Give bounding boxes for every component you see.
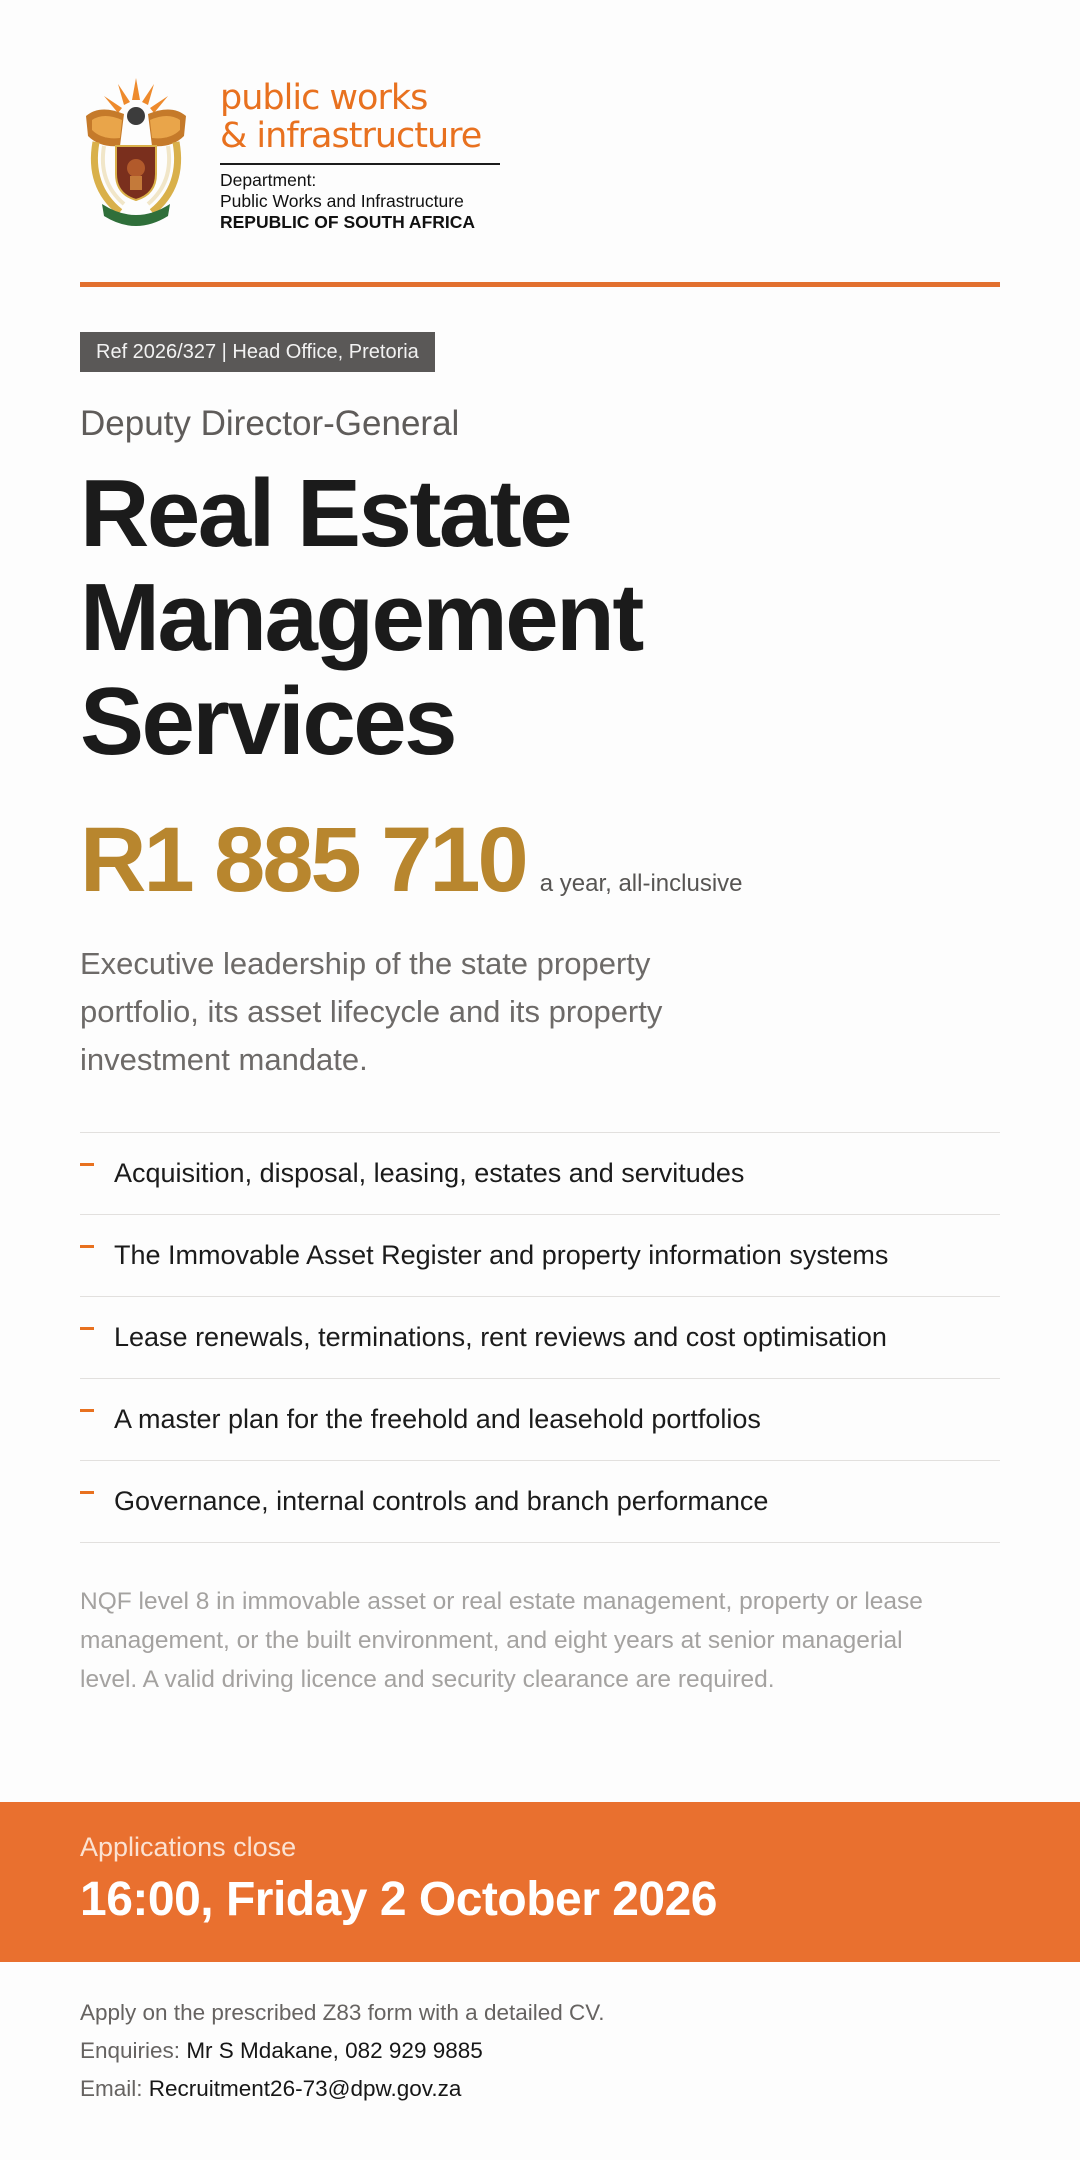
salary-amount: R1 885 710 (80, 809, 526, 911)
department-label: Department: (220, 170, 317, 190)
reference-tag: Ref 2026/327 | Head Office, Pretoria (80, 332, 435, 372)
brand-line-2: & infrastructure (220, 116, 482, 156)
role-summary: Executive leadership of the state property portfolio, its asset lifecycle and its property investment mandate. (80, 946, 663, 1077)
dash-bullet-icon (80, 1245, 94, 1248)
country-name: REPUBLIC OF SOUTH AFRICA (220, 212, 476, 232)
duties-list (80, 1132, 1000, 1543)
department-logo (80, 76, 500, 233)
closing-date-banner (0, 1802, 1080, 1962)
dash-bullet-icon (80, 1491, 94, 1494)
closing-label: Applications close (80, 1832, 297, 1862)
email-link[interactable]: Recruitment26-73@dpw.gov.za (148, 2076, 462, 2101)
list-item (80, 1215, 1000, 1297)
duty-text: A master plan for the freehold and leasehold portfolios (114, 1404, 761, 1434)
salary-note: a year, all-inclusive (539, 870, 743, 897)
duty-text: Acquisition, disposal, leasing, estates and servitudes (114, 1158, 745, 1188)
apply-instructions: Apply on the prescribed Z83 form with a detailed CV. (80, 2000, 605, 2025)
brand-divider (220, 163, 500, 165)
duty-text: Lease renewals, terminations, rent reviews and cost optimisation (114, 1322, 887, 1352)
email-label: Email: (80, 2076, 149, 2101)
salary-row (80, 810, 743, 910)
job-title-line: Management (80, 564, 642, 671)
enquiries-label: Enquiries: (80, 2038, 187, 2063)
closing-date: 16:00, Friday 2 October 2026 (80, 1873, 717, 1926)
list-item (80, 1297, 1000, 1379)
dash-bullet-icon (80, 1163, 94, 1166)
dash-bullet-icon (80, 1327, 94, 1330)
department-name: Public Works and Infrastructure (220, 191, 464, 211)
job-title-line: Services (80, 668, 456, 775)
list-item (80, 1133, 1000, 1215)
requirements-text: NQF level 8 in immovable asset or real estate management, property or lease management, or the built environment, and eight years at senior managerial level. A valid driving licence and security clearance are required. (80, 1588, 923, 1693)
email-line (80, 2070, 604, 2108)
list-item (80, 1379, 1000, 1461)
dash-bullet-icon (80, 1409, 94, 1412)
enquiries-contact: Mr S Mdakane, 082 929 9885 (186, 2038, 483, 2063)
job-title (80, 462, 642, 774)
job-title-line: Real Estate (80, 460, 571, 567)
duty-text: The Immovable Asset Register and property information systems (114, 1240, 889, 1270)
list-item (80, 1461, 1000, 1543)
brand-line-1: public works (220, 78, 428, 118)
department-name-block (220, 79, 500, 233)
duty-text: Governance, internal controls and branch performance (114, 1486, 769, 1516)
header-divider (80, 282, 1000, 287)
coat-of-arms-icon (80, 76, 192, 226)
contact-details (80, 1994, 604, 2108)
enquiries-line (80, 2032, 604, 2070)
position-rank: Deputy Director-General (80, 404, 460, 443)
